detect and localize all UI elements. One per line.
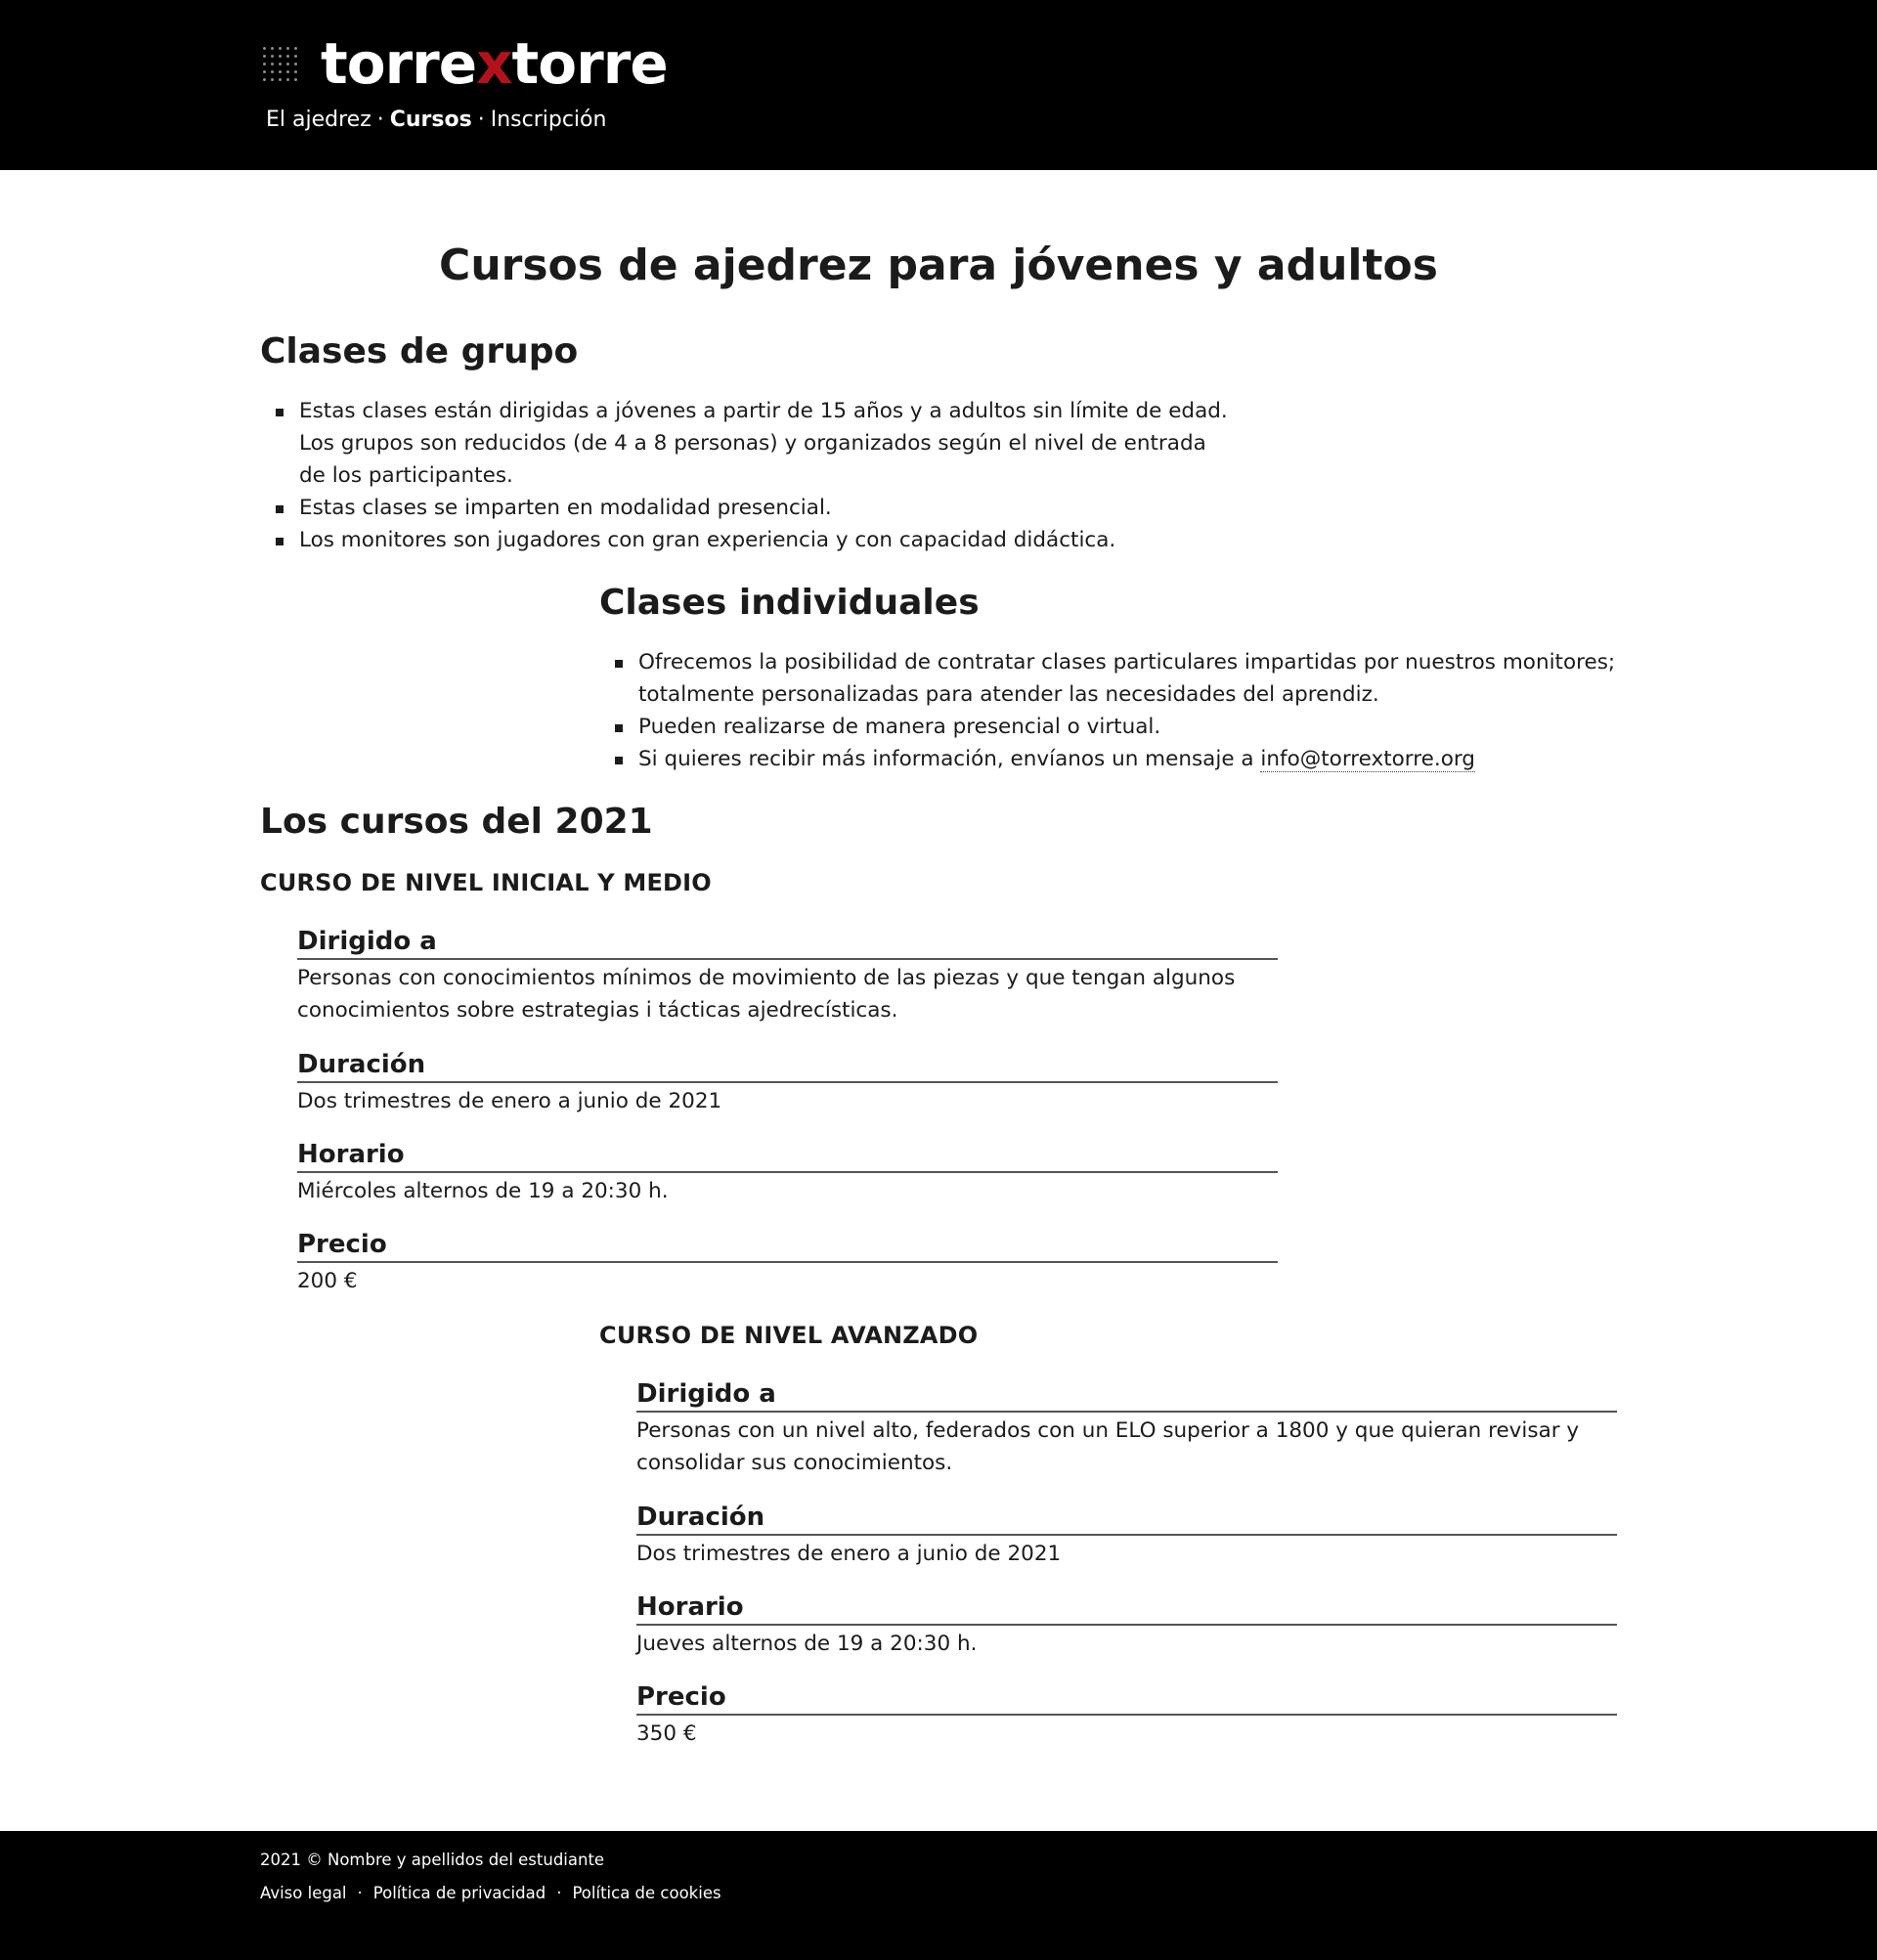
list-item: Ofrecemos la posibilidad de contratar clases particulares impartidas por nuestros monitores; totalmente personalizadas para atender las necesidades del aprendiz.	[599, 646, 1616, 711]
detail-price	[636, 1680, 1617, 1750]
group-classes-heading: Clases de grupo	[260, 331, 579, 371]
detail-value: Personas con conocimientos mínimos de movimiento de las piezas y que tengan algunos conocimientos sobre estrategias i tácticas ajedrecísticas.	[297, 966, 1236, 1023]
copyright-text: 2021 © Nombre y apellidos del estudiante	[260, 1851, 605, 1869]
legal-links	[260, 1884, 721, 1902]
detail-duration	[297, 1048, 1278, 1117]
page-title: Cursos de ajedrez para jóvenes y adultos	[439, 240, 1438, 290]
nav-item-cursos[interactable]: Cursos	[389, 108, 472, 132]
email-link[interactable]: info@torrextorre.org	[1260, 747, 1475, 771]
grid-dots-icon	[260, 44, 299, 83]
detail-label: Horario	[636, 1590, 1617, 1626]
footer-separator: ·	[357, 1884, 363, 1902]
detail-label: Dirigido a	[636, 1377, 1617, 1413]
logo-text	[321, 31, 668, 96]
site-header	[0, 0, 1877, 170]
nav-separator: ·	[376, 108, 384, 132]
individual-classes-section	[599, 582, 1616, 775]
detail-value: Personas con un nivel alto, federados con un ELO superior a 1800 y que quieran revisar y consolidar sus conocimientos.	[636, 1418, 1580, 1475]
course-card	[260, 869, 712, 896]
individual-classes-heading: Clases individuales	[599, 583, 980, 623]
footer-separator: ·	[556, 1884, 562, 1902]
course-title: CURSO DE NIVEL INICIAL Y MEDIO	[260, 869, 712, 896]
detail-value: Jueves alternos de 19 a 20:30 h.	[636, 1632, 978, 1656]
detail-value: 200 €	[297, 1269, 358, 1293]
course-details	[636, 1377, 1617, 1750]
group-classes-section	[260, 330, 1238, 556]
detail-value: 350 €	[636, 1721, 697, 1746]
logo-part-x: x	[476, 30, 512, 97]
group-classes-list	[260, 395, 1238, 556]
nav-item-el-ajedrez[interactable]: El ajedrez	[266, 108, 371, 132]
site-footer	[0, 1831, 1877, 1960]
list-item: Los monitores son jugadores con gran experiencia y con capacidad didáctica.	[260, 524, 1238, 556]
nav-separator: ·	[477, 108, 485, 132]
detail-label: Precio	[636, 1680, 1617, 1716]
main-nav	[266, 108, 606, 132]
detail-label: Dirigido a	[297, 925, 1278, 960]
footer-link-cookies[interactable]: Política de cookies	[572, 1884, 721, 1902]
detail-label: Precio	[297, 1228, 1278, 1263]
course-title: CURSO DE NIVEL AVANZADO	[599, 1322, 979, 1349]
list-item: Estas clases se imparten en modalidad presencial.	[260, 492, 1238, 524]
detail-label: Duración	[297, 1048, 1278, 1083]
detail-schedule	[297, 1138, 1278, 1207]
logo-part-2: torre	[511, 30, 668, 97]
courses-heading: Los cursos del 2021	[260, 802, 653, 842]
detail-target	[636, 1377, 1617, 1479]
detail-value: Miércoles alternos de 19 a 20:30 h.	[297, 1179, 669, 1203]
individual-classes-list	[599, 646, 1616, 775]
detail-schedule	[636, 1590, 1617, 1660]
footer-link-privacidad[interactable]: Política de privacidad	[372, 1884, 546, 1902]
list-item: Estas clases están dirigidas a jóvenes a partir de 15 años y a adultos sin límite de edad. Los grupos son reducidos (de 4 a 8 personas) y organizados según el nivel de entrada de los participantes.	[260, 395, 1238, 492]
courses-section	[260, 801, 1335, 844]
detail-label: Horario	[297, 1138, 1278, 1173]
detail-value: Dos trimestres de enero a junio de 2021	[636, 1542, 1062, 1566]
list-item	[599, 743, 1616, 775]
logo-link[interactable]	[260, 31, 668, 96]
course-details	[297, 925, 1278, 1297]
nav-item-inscripcion[interactable]: Inscripción	[490, 108, 607, 132]
logo-part-1: torre	[321, 30, 477, 97]
detail-label: Duración	[636, 1501, 1617, 1536]
info-text: Si quieres recibir más información, envíanos un mensaje a	[638, 747, 1261, 771]
detail-value: Dos trimestres de enero a junio de 2021	[297, 1089, 722, 1113]
detail-price	[297, 1228, 1278, 1297]
detail-duration	[636, 1501, 1617, 1570]
course-card	[599, 1322, 978, 1349]
detail-target	[297, 925, 1278, 1026]
footer-link-aviso-legal[interactable]: Aviso legal	[260, 1884, 347, 1902]
list-item: Pueden realizarse de manera presencial o virtual.	[599, 711, 1616, 743]
